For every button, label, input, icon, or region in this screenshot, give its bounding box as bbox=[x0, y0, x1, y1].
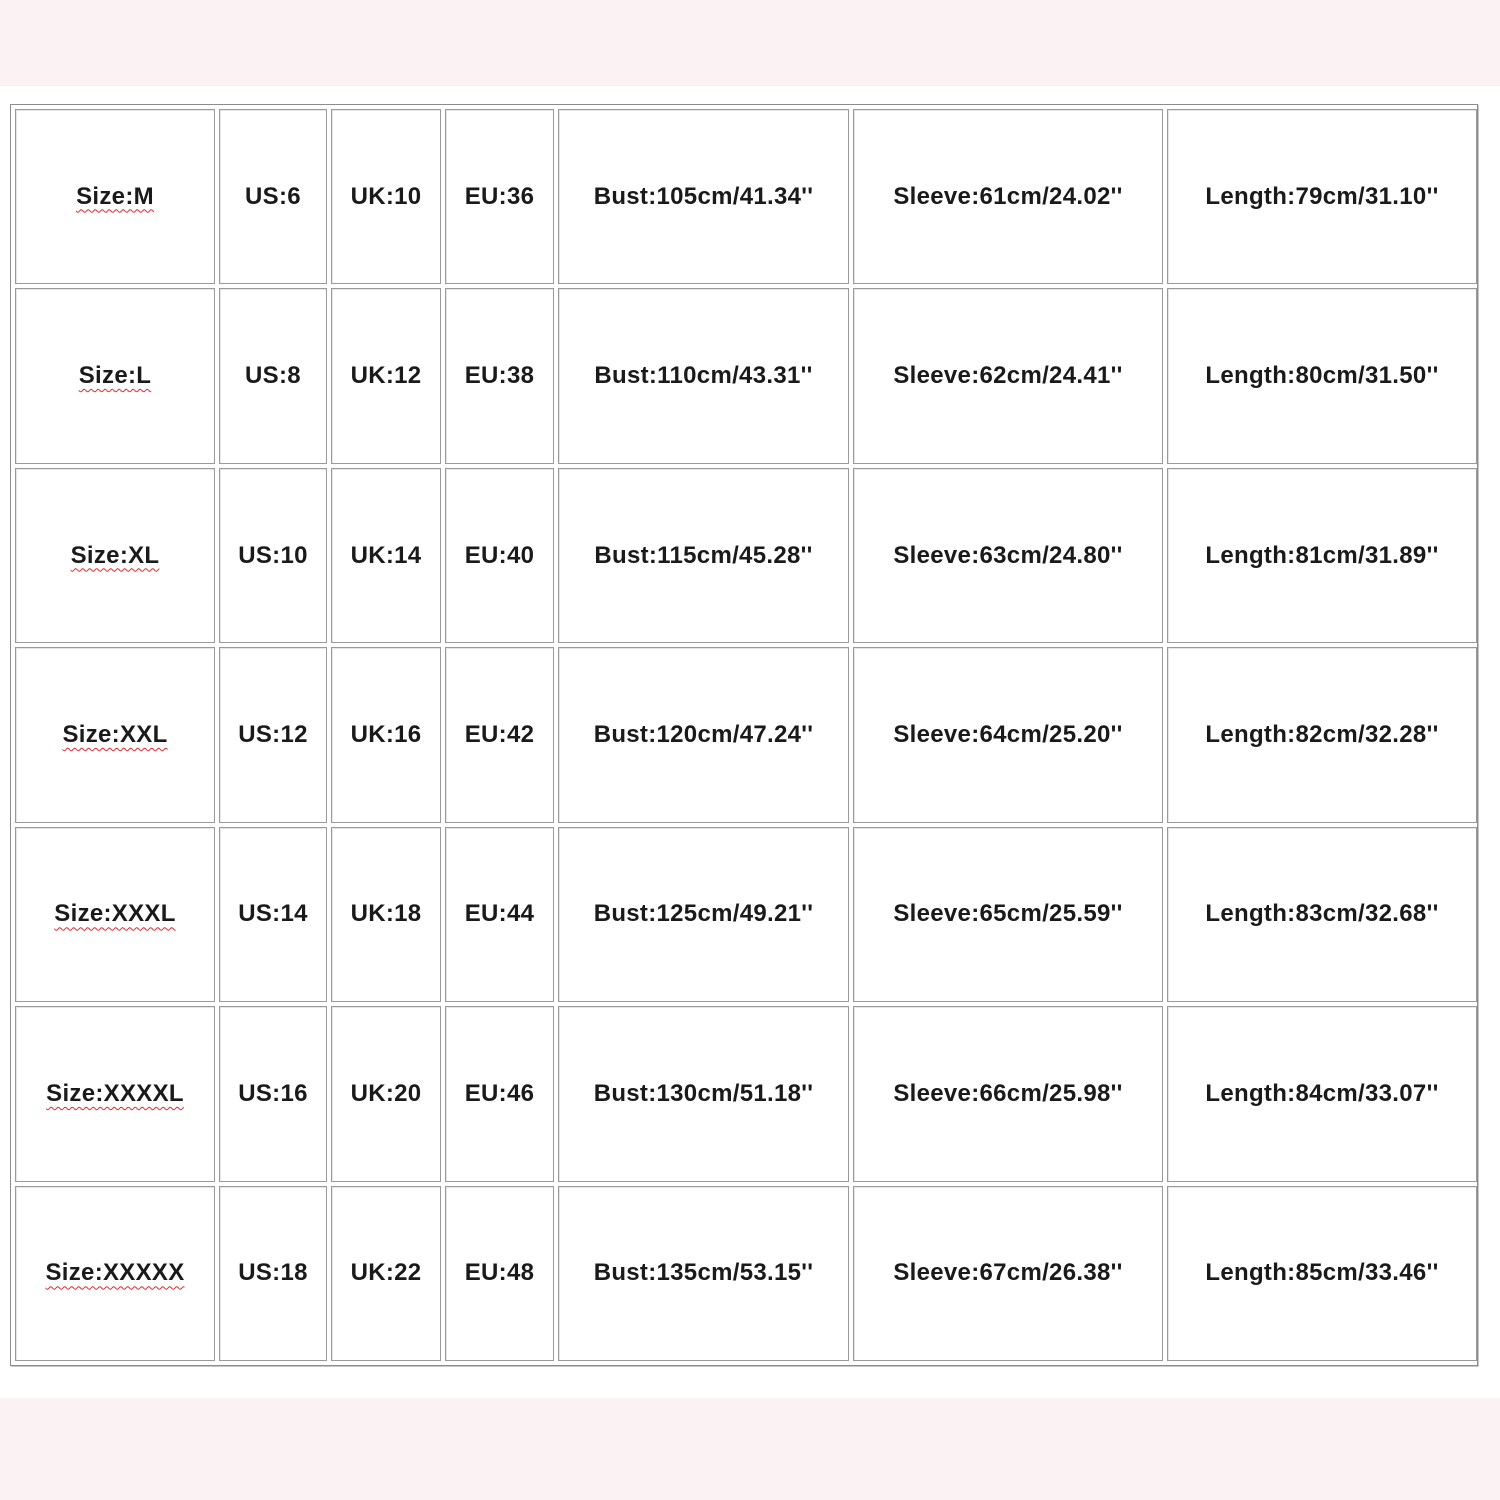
size-cell bbox=[15, 109, 215, 284]
table-row bbox=[15, 1186, 1477, 1361]
length-cell: Length:79cm/31.10'' bbox=[1167, 109, 1477, 284]
uk-size-cell: UK:12 bbox=[331, 288, 441, 463]
size-label: Size:XXXXL bbox=[46, 1079, 184, 1107]
sleeve-cell: Sleeve:66cm/25.98'' bbox=[853, 1006, 1163, 1181]
table-row bbox=[15, 288, 1477, 463]
bust-cell: Bust:115cm/45.28'' bbox=[558, 468, 849, 643]
bust-cell: Bust:120cm/47.24'' bbox=[558, 647, 849, 822]
table-row bbox=[15, 1006, 1477, 1181]
us-size-cell: US:14 bbox=[219, 827, 327, 1002]
length-cell: Length:82cm/32.28'' bbox=[1167, 647, 1477, 822]
bottom-band bbox=[0, 1398, 1500, 1500]
length-cell: Length:81cm/31.89'' bbox=[1167, 468, 1477, 643]
sleeve-cell: Sleeve:61cm/24.02'' bbox=[853, 109, 1163, 284]
eu-size-cell: EU:44 bbox=[445, 827, 554, 1002]
eu-size-cell: EU:42 bbox=[445, 647, 554, 822]
size-cell bbox=[15, 1186, 215, 1361]
size-cell bbox=[15, 288, 215, 463]
eu-size-cell: EU:38 bbox=[445, 288, 554, 463]
size-label: Size:XXL bbox=[62, 720, 168, 748]
sleeve-cell: Sleeve:63cm/24.80'' bbox=[853, 468, 1163, 643]
size-table bbox=[11, 105, 1481, 1365]
size-cell bbox=[15, 827, 215, 1002]
table-row bbox=[15, 647, 1477, 822]
uk-size-cell: UK:22 bbox=[331, 1186, 441, 1361]
top-band bbox=[0, 0, 1500, 86]
size-label: Size:XL bbox=[70, 541, 160, 569]
eu-size-cell: EU:40 bbox=[445, 468, 554, 643]
uk-size-cell: UK:10 bbox=[331, 109, 441, 284]
size-chart bbox=[10, 104, 1478, 1366]
sleeve-cell: Sleeve:64cm/25.20'' bbox=[853, 647, 1163, 822]
us-size-cell: US:6 bbox=[219, 109, 327, 284]
uk-size-cell: UK:16 bbox=[331, 647, 441, 822]
size-label: Size:XXXXX bbox=[45, 1259, 185, 1287]
bust-cell: Bust:105cm/41.34'' bbox=[558, 109, 849, 284]
size-label: Size:XXXL bbox=[54, 900, 176, 928]
size-cell bbox=[15, 647, 215, 822]
size-cell bbox=[15, 1006, 215, 1181]
table-row bbox=[15, 468, 1477, 643]
sleeve-cell: Sleeve:67cm/26.38'' bbox=[853, 1186, 1163, 1361]
us-size-cell: US:12 bbox=[219, 647, 327, 822]
eu-size-cell: EU:36 bbox=[445, 109, 554, 284]
bust-cell: Bust:110cm/43.31'' bbox=[558, 288, 849, 463]
length-cell: Length:84cm/33.07'' bbox=[1167, 1006, 1477, 1181]
uk-size-cell: UK:14 bbox=[331, 468, 441, 643]
eu-size-cell: EU:46 bbox=[445, 1006, 554, 1181]
us-size-cell: US:16 bbox=[219, 1006, 327, 1181]
size-label: Size:M bbox=[76, 182, 154, 210]
bust-cell: Bust:125cm/49.21'' bbox=[558, 827, 849, 1002]
sleeve-cell: Sleeve:62cm/24.41'' bbox=[853, 288, 1163, 463]
us-size-cell: US:18 bbox=[219, 1186, 327, 1361]
size-cell bbox=[15, 468, 215, 643]
eu-size-cell: EU:48 bbox=[445, 1186, 554, 1361]
length-cell: Length:80cm/31.50'' bbox=[1167, 288, 1477, 463]
us-size-cell: US:10 bbox=[219, 468, 327, 643]
table-row bbox=[15, 827, 1477, 1002]
length-cell: Length:83cm/32.68'' bbox=[1167, 827, 1477, 1002]
bust-cell: Bust:130cm/51.18'' bbox=[558, 1006, 849, 1181]
uk-size-cell: UK:18 bbox=[331, 827, 441, 1002]
sleeve-cell: Sleeve:65cm/25.59'' bbox=[853, 827, 1163, 1002]
uk-size-cell: UK:20 bbox=[331, 1006, 441, 1181]
table-row bbox=[15, 109, 1477, 284]
length-cell: Length:85cm/33.46'' bbox=[1167, 1186, 1477, 1361]
size-label: Size:L bbox=[78, 362, 152, 390]
us-size-cell: US:8 bbox=[219, 288, 327, 463]
bust-cell: Bust:135cm/53.15'' bbox=[558, 1186, 849, 1361]
